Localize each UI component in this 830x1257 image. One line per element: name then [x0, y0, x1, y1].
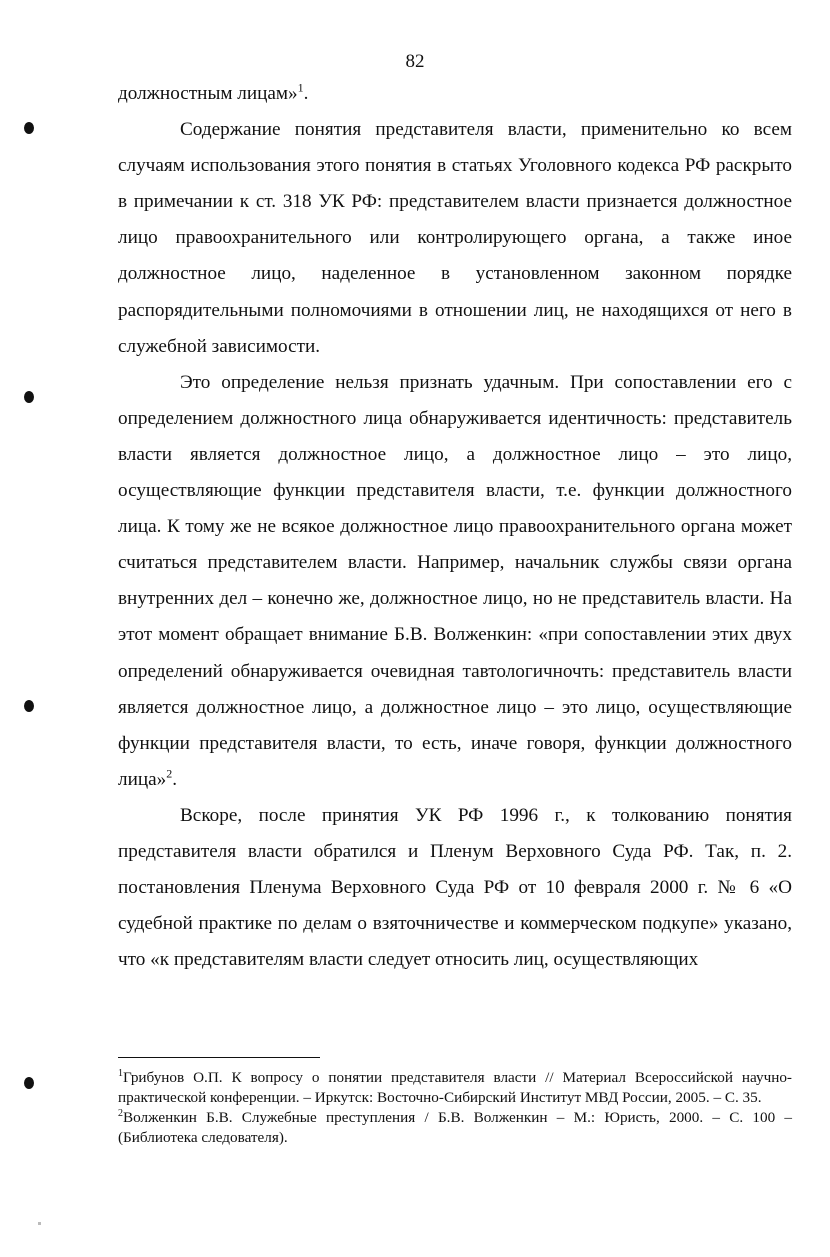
footnote: $^1$Грибунов О.П. К вопросу о понятии представителя власти // Материал Всероссийской научно-практической конференции. – Иркутск: Восточно-Сибирский Институт МВД России, 2005. – С. 35. — [118, 1067, 792, 1106]
page-number: 82 — [405, 51, 425, 72]
paragraph: Вскоре, после принятия УК РФ 1996 г., к толкованию понятия представителя власти обратился и Пленум Верховного Суда РФ. Так, п. 2. постановления Пленума Верховного Суда РФ от 10 февраля 2000 г. № 6 «О судебной практике по делам о взяточничестве и коммерческом подкупе» указано, что «к представителям власти следует относить лиц, осуществляющих — [118, 804, 792, 971]
footnote-number: 2 — [118, 1107, 123, 1119]
footnotes — [118, 1068, 792, 1148]
footnote: $^2$Волженкин Б.В. Служебные преступления / Б.В. Волженкин – М.: Юристь, 2000. – С. 100 – (Библиотека следователя). — [118, 1107, 792, 1146]
footnote-ref: 1 — [297, 80, 304, 95]
paragraph: Содержание понятия представителя власти, применительно ко всем случаям использования этого понятия в статьях Уголовного кодекса РФ раскрыто в примечании к ст. 318 УК РФ: представителем власти признается должностное лицо правоохранительного или контролирующего органа, а также иное должностное лицо, наделенное в установленном законном порядке распорядительными полномочиями в отношении лиц, не находящихся от него в служебной зависимости. — [118, 119, 792, 357]
footnote-separator — [118, 1057, 320, 1058]
scan-speck — [38, 1222, 41, 1225]
footnote-number: 1 — [118, 1067, 123, 1079]
binding-hole-mark — [24, 122, 34, 134]
binding-hole-mark — [24, 391, 34, 403]
paragraph-continuation: должностным лицам»$^1$. — [118, 80, 309, 104]
body-text — [118, 76, 792, 978]
paragraph: Это определение нельзя признать удачным. При сопоставлении его с определением должностного лица обнаруживается идентичность: представитель власти является должностное лицо, а должностное лицо – это лицо, осуществляющие функции представителя власти, т.е. функции должностного лица. К тому же не всякое должностное лицо правоохранительного органа может считаться представителем власти. Например, начальник службы связи органа внутренних дел – конечно же, должностное лицо, но не представитель власти. На этот момент обращает внимание Б.В. Волженкин: «при сопоставлении этих двух определений обнаруживается очевидная тавтологичночть: представитель власти является должностное лицо, а должностное лицо – это лицо, осуществляющие функции представителя власти, то есть, иначе говоря, функции должностного лица»$^2$. — [118, 371, 792, 790]
binding-hole-mark — [24, 1077, 34, 1089]
binding-hole-mark — [24, 700, 34, 712]
footnote-ref: 2 — [166, 766, 173, 781]
